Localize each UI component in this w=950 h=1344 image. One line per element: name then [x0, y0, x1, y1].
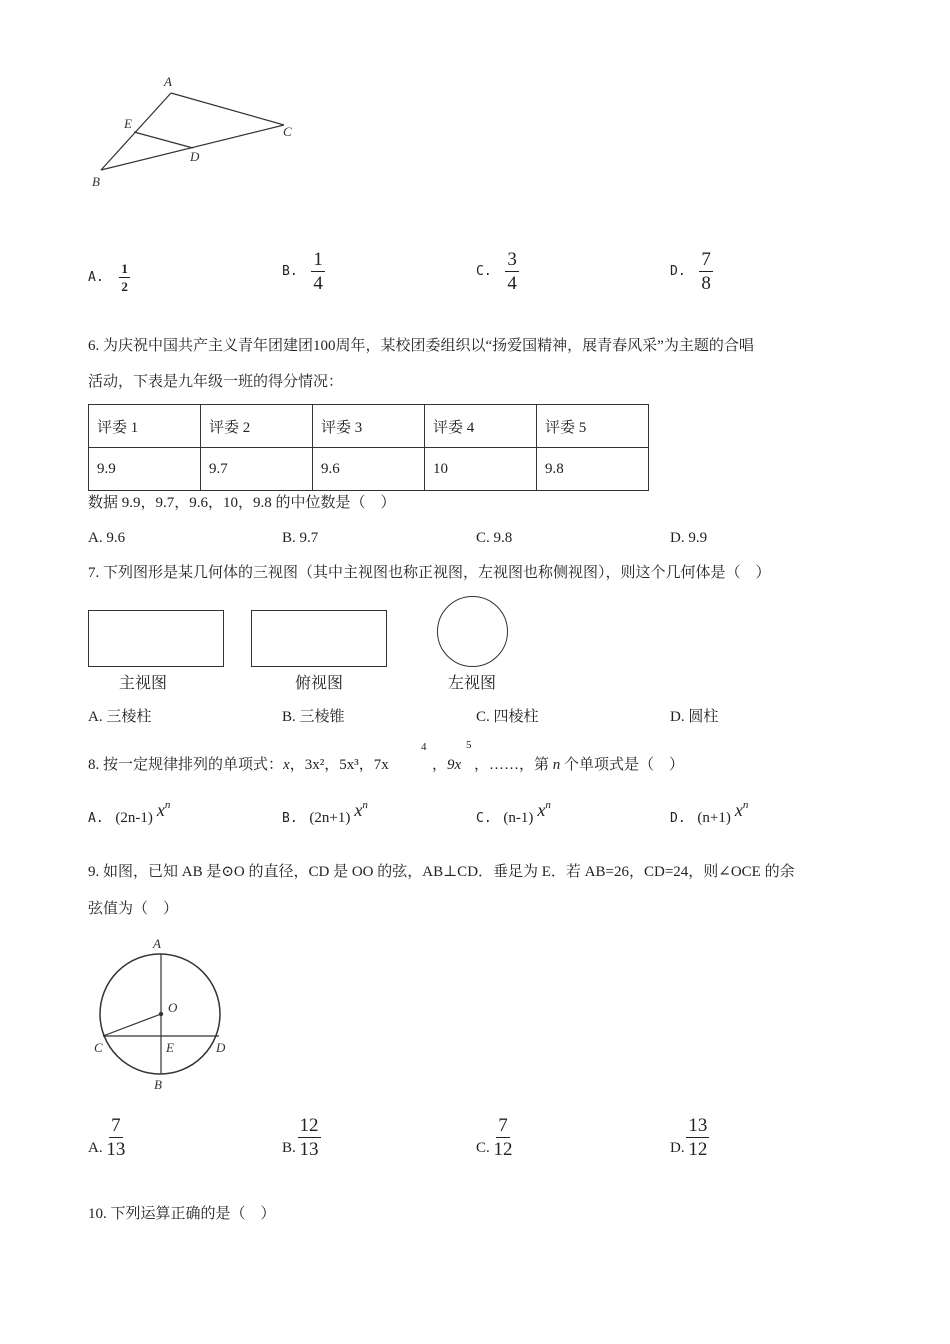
label-c: C	[283, 124, 292, 139]
score-table	[88, 404, 649, 491]
fraction: $\frac{1}{2}$	[121, 261, 128, 294]
fraction: $\frac{7}{8}$	[701, 249, 711, 294]
q6-option-b[interactable]: B. 9.7	[282, 530, 319, 546]
front-view-label: 主视图	[119, 675, 168, 692]
table-cell: 9.7	[201, 448, 313, 491]
segment-ac	[171, 93, 284, 125]
label-o: O	[168, 1000, 178, 1015]
label-a: A	[153, 936, 161, 951]
q8-option-d[interactable]: D. (n+1) $x^n$	[670, 799, 749, 826]
q6-option-a[interactable]: A. 9.6	[88, 530, 126, 546]
q8-exponent-5: 5	[466, 739, 472, 751]
fraction: $\frac{3}{4}$	[507, 249, 517, 294]
q8-option-c[interactable]: C. (n-1) $x^n$	[476, 799, 551, 826]
q9-option-a[interactable]: A. $\frac{7}{13}$	[88, 1115, 126, 1160]
q5-option-a[interactable]: A. $\frac{1}{2}$	[88, 261, 128, 294]
q7-stem: 7. 下列图形是某几何体的三视图（其中主视图也称正视图，左视图也称侧视图），则这个几何体是（ ）	[88, 565, 771, 581]
table-cell: 9.8	[537, 448, 649, 491]
q5-option-d[interactable]: D. $\frac{7}{8}$	[670, 249, 711, 294]
table-header-cell: 评委 4	[425, 405, 537, 448]
q6-question: 数据 9.9，9.7，9.6，10，9.8 的中位数是（ ）	[88, 495, 396, 511]
q5-option-b[interactable]: B. $\frac{1}{4}$	[282, 249, 323, 294]
q5-option-c[interactable]: C. $\frac{3}{4}$	[476, 249, 517, 294]
label-b: B	[92, 174, 100, 189]
q8-stem-suffix: ，……，第 n 个单项式是（ ）	[474, 757, 685, 773]
table-header-cell: 评委 1	[89, 405, 201, 448]
fraction: $\frac{1}{4}$	[313, 249, 323, 294]
top-view-label: 俯视图	[295, 675, 344, 692]
q8-term-9x: ，9x	[432, 757, 462, 773]
q9-stem-line2: 弦值为（ ）	[88, 901, 179, 917]
top-view-rectangle	[251, 610, 387, 667]
table-header-row	[89, 405, 649, 448]
label-d: D	[190, 149, 200, 164]
fraction: $\frac{12}{13}$	[299, 1115, 319, 1160]
q7-option-b[interactable]: B. 三棱锥	[282, 709, 345, 725]
fraction: $\frac{13}{12}$	[688, 1115, 708, 1160]
label-c: C	[94, 1040, 103, 1055]
side-view-circle	[437, 596, 508, 667]
triangle-figure	[80, 70, 310, 195]
q6-option-d[interactable]: D. 9.9	[670, 530, 708, 546]
q6-option-c[interactable]: C. 9.8	[476, 530, 513, 546]
label-e: E	[124, 116, 132, 131]
q9-option-d[interactable]: D. $\frac{13}{12}$	[670, 1115, 708, 1160]
q7-option-c[interactable]: C. 四棱柱	[476, 709, 539, 725]
q9-option-b[interactable]: B. $\frac{12}{13}$	[282, 1115, 319, 1160]
table-row	[89, 448, 649, 491]
circle-figure	[88, 932, 243, 1097]
q8-option-a[interactable]: A. (2n-1) $x^n$	[88, 799, 171, 826]
table-header-cell: 评委 2	[201, 405, 313, 448]
side-view-label: 左视图	[448, 675, 497, 692]
q7-option-d[interactable]: D. 圆柱	[670, 709, 719, 725]
table-header-cell: 评委 5	[537, 405, 649, 448]
q10-stem: 10. 下列运算正确的是（ ）	[88, 1206, 276, 1222]
fraction: $\frac{7}{12}$	[493, 1115, 513, 1160]
q6-stem-line2: 活动，下表是九年级一班的得分情况：	[88, 374, 344, 390]
label-a: A	[164, 74, 172, 89]
table-cell: 9.9	[89, 448, 201, 491]
q7-option-a[interactable]: A. 三棱柱	[88, 709, 152, 725]
center-dot	[159, 1012, 163, 1016]
segment-ed	[134, 132, 193, 148]
fraction: $\frac{7}{13}$	[106, 1115, 126, 1160]
q8-option-b[interactable]: B. (2n+1) $x^n$	[282, 799, 368, 826]
table-cell: 10	[425, 448, 537, 491]
front-view-rectangle	[88, 610, 224, 667]
table-header-cell: 评委 3	[313, 405, 425, 448]
label-d: D	[216, 1040, 226, 1055]
segment-oc	[103, 1014, 161, 1036]
label-e: E	[166, 1040, 174, 1055]
table-cell: 9.6	[313, 448, 425, 491]
q8-exponent-4: 4	[421, 741, 427, 753]
q9-option-c[interactable]: C. $\frac{7}{12}$	[476, 1115, 513, 1160]
q8-stem: 8. 按一定规律排列的单项式：x，3x²，5x³，7x	[88, 757, 389, 773]
q6-stem-line1: 6. 为庆祝中国共产主义青年团建团100周年，某校团委组织以“扬爱国精神，展青春风采”为主题的合唱	[88, 338, 754, 354]
q9-stem-line1: 9. 如图，已知 AB 是⊙O 的直径，CD 是 OO 的弦，AB⊥CD．垂足为 E．若 AB=26，CD=24，则∠OCE 的余	[88, 864, 795, 880]
label-b: B	[154, 1077, 162, 1092]
segment-ab	[101, 93, 171, 170]
